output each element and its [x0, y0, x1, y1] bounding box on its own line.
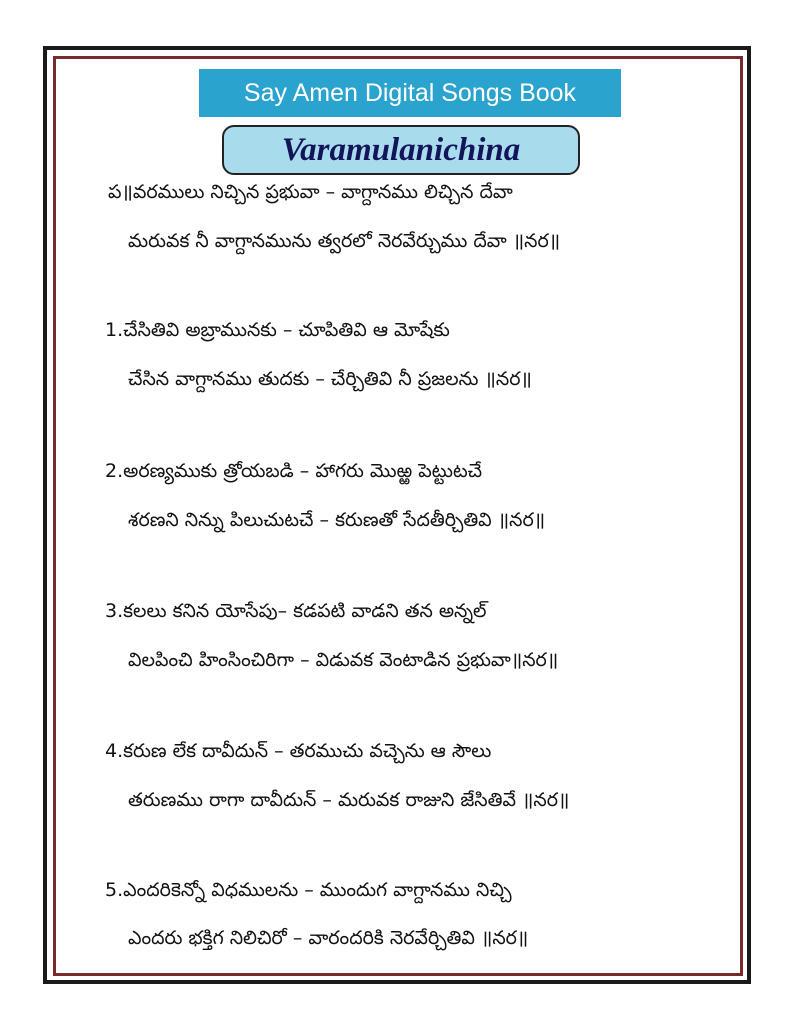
- verse-4-line-1: 4.కరుణ లేక దావీదున్ – తరముచు వచ్చెను ఆ సౌలు: [105, 740, 492, 762]
- verse-2-line-2: శరణని నిన్ను పిలుచుటచే – కరుణతో సేదతీర్చితివి ॥నర॥: [128, 509, 546, 531]
- verse-1-line-2: చేసిన వాగ్దానము తుదకు – చేర్చితివి నీ ప్రజలను ॥నర॥: [128, 368, 532, 390]
- verse-5-line-2: ఎందరు భక్తిగ నిలిచిరో – వారందరికి నెరవేర్చితివి ॥నర॥: [128, 927, 529, 949]
- chorus-line-1: ప॥వరములు నిచ్చిన ప్రభువా – వాగ్దానము లిచ్చిన దేవా: [108, 181, 513, 203]
- song-title: Varamulanichina: [222, 125, 580, 175]
- verse-3-line-1: 3.కలలు కనిన యోసేపు– కడపటి వాడని తన అన్నల్: [105, 600, 487, 622]
- chorus-line-2: మరువక నీ వాగ్దానమును త్వరలో నెరవేర్చుము దేవా ॥నర॥: [128, 230, 561, 252]
- verse-3-line-2: విలపించి హింసించిరిగా – విడువక వెంటాడిన ప్రభువా॥నర॥: [128, 649, 559, 671]
- verse-2-line-1: 2.అరణ్యముకు త్రోయబడి – హాగరు మొఱ్ఱ పెట్టుటచే: [105, 460, 483, 482]
- verse-5-line-1: 5.ఎందరికెన్నో విధములను – ముందుగ వాగ్దానము నిచ్చి: [105, 879, 512, 901]
- verse-4-line-2: తరుణము రాగా దావీదున్ – మరువక రాజుని జేసితివే ॥నర॥: [128, 789, 570, 811]
- book-title-banner: Say Amen Digital Songs Book: [199, 69, 621, 117]
- verse-1-line-1: 1.చేసితివి అబ్రామునకు – చూపితివి ఆ మోషేకు: [105, 319, 450, 341]
